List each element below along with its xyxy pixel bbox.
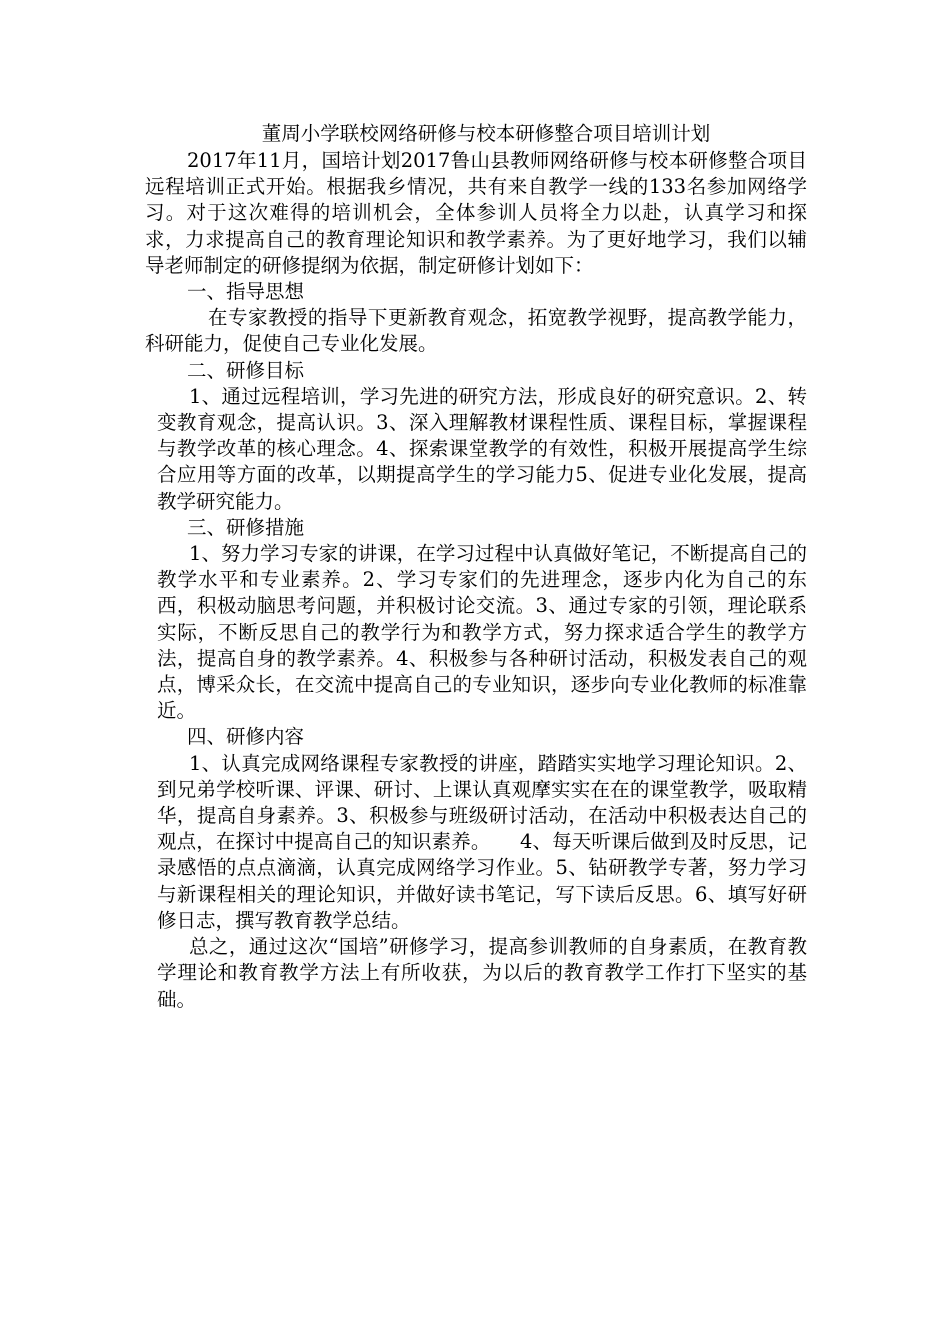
section-body-measures: 1、努力学习专家的讲课，在学习过程中认真做好笔记，不断提高自己的教学水平和专业素养。2、学习专家们的先进理念，逐步内化为自己的东西，积极动脑思考问题，并积极讨论交流。3、通过专家的引领，理论联系实际，不断反思自己的教学行为和教学方式，努力探求适合学生的教学方法，提高自身的教学素养。4、积极参与各种研讨活动，积极发表自己的观点，博采众长，在交流中提高自己的专业知识，逐步向专业化教师的标准靠近。 xyxy=(157,542,807,723)
section-heading-guiding-thought: 一、指导思想 xyxy=(187,280,305,304)
conclusion-paragraph: 总之，通过这次“国培”研修学习，提高参训教师的自身素质，在教育教学理论和教育教学方法上有所收获，为以后的教育教学工作打下坚实的基础。 xyxy=(157,935,807,1011)
section-body-guiding-thought: 在专家教授的指导下更新教育观念，拓宽教学视野，提高教学能力，科研能力，促使自己专业化发展。 xyxy=(145,306,807,356)
section-heading-content: 四、研修内容 xyxy=(187,725,305,749)
section-body-goals: 1、通过远程培训，学习先进的研究方法，形成良好的研究意识。2、转变教育观念，提高认识。3、深入理解教材课程性质、课程目标，掌握课程与教学改革的核心理念。4、探索课堂教学的有效性，积极开展提高学生综合应用等方面的改革，以期提高学生的学习能力5、促进专业化发展，提高教学研究能力。 xyxy=(157,384,807,513)
document-page xyxy=(145,120,807,1013)
section-heading-goals: 二、研修目标 xyxy=(187,358,305,382)
document-title: 董周小学联校网络研修与校本研修整合项目培训计划 xyxy=(261,122,711,145)
intro-paragraph: 2017年11月，国培计划2017鲁山县教师网络研修与校本研修整合项目远程培训正式开始。根据我乡情况，共有来自教学一线的133名参加网络学习。对于这次难得的培训机会，全体参训人员将全力以赴，认真学习和探求，力求提高自己的教育理论知识和教学素养。为了更好地学习，我们以辅导老师制定的研修提纲为依据，制定研修计划如下： xyxy=(145,149,807,277)
section-heading-measures: 三、研修措施 xyxy=(187,515,305,539)
section-body-content: 1、认真完成网络课程专家教授的讲座，踏踏实实地学习理论知识。2、到兄弟学校听课、评课、研讨、上课认真观摩实实在在的课堂教学，吸取精华，提高自身素养。3、积极参与班级研讨活动，在活动中积极表达自己的观点，在探讨中提高自己的知识素养。 4、每天听课后做到及时反思，记录感悟的点点滴滴，认真完成网络学习作业。5、钻研教学专著，努力学习与新课程相关的理论知识，并做好读书笔记，写下读后反思。6、填写好研修日志，撰写教育教学总结。 xyxy=(157,751,807,932)
